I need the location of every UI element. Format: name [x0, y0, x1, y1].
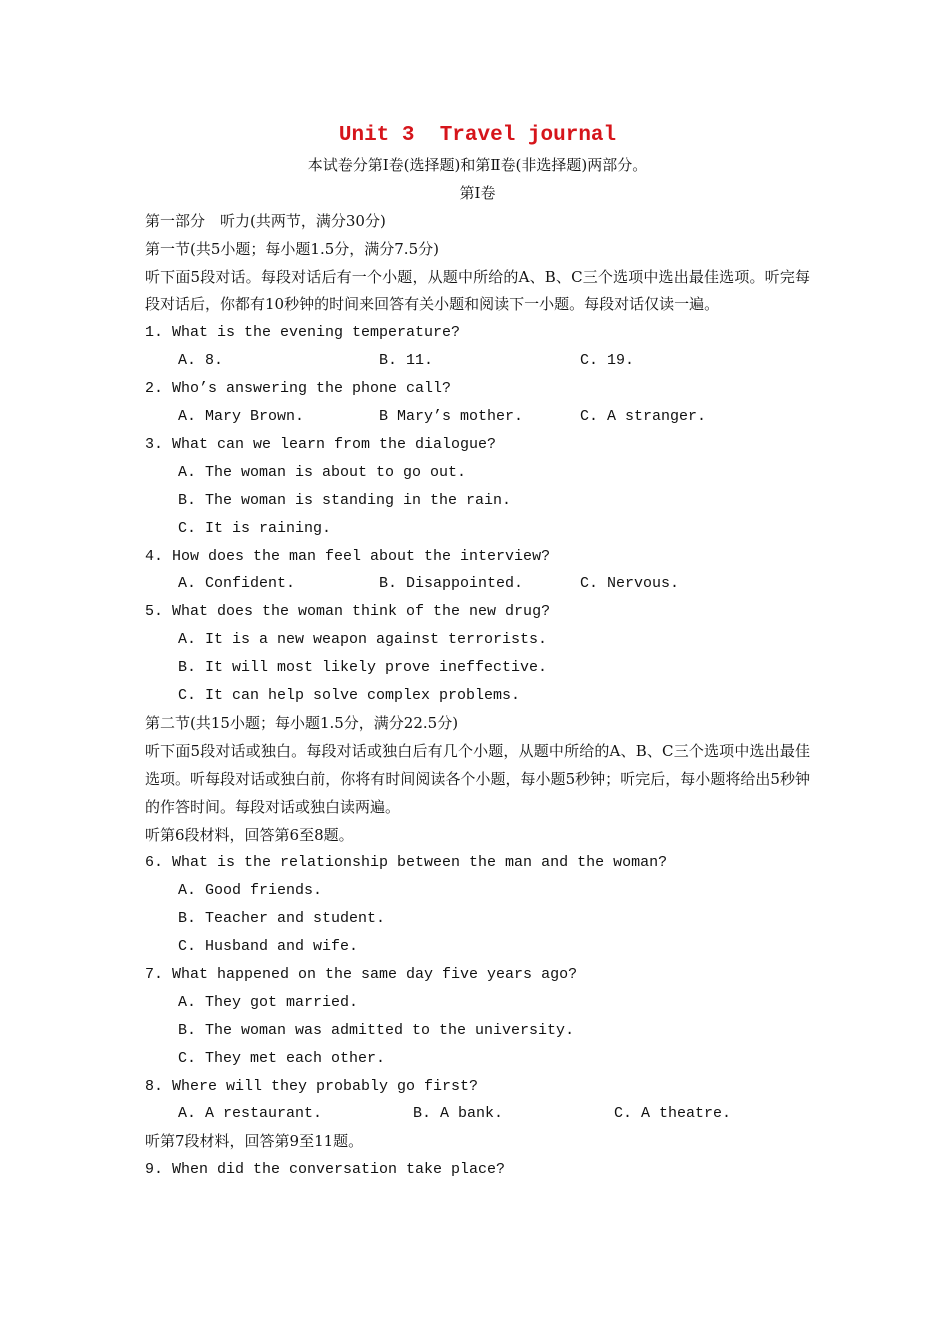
option-c: C. 19.	[580, 352, 635, 370]
part-heading: 第一部分 听力(共两节，满分30分)	[145, 211, 386, 230]
option-a: A. A restaurant.	[178, 1105, 323, 1123]
question-text: 4. How does the man feel about the interview?	[145, 547, 551, 565]
question-text: 5. What does the woman think of the new drug?	[145, 603, 551, 621]
option-c: C. Nervous.	[580, 575, 680, 593]
section-heading: 第一节(共5小题；每小题1.5分，满分7.5分)	[145, 239, 439, 258]
option-c: C. A stranger.	[580, 408, 707, 426]
option-b: B. Teacher and student.	[178, 910, 386, 928]
option-c: C. A theatre.	[614, 1105, 732, 1123]
section-instructions: 听下面5段对话或独白。每段对话或独白后有几个小题，从题中所给的A、B、C三个选项中选出最佳选项。听每段对话或独白前，你将有时间阅读各个小题，每小题5秒钟；听完后，每小题将给出5秒钟的作答时间。每段对话或独白读两遍。	[145, 741, 810, 816]
option-a: A. Good friends.	[178, 882, 323, 900]
option-row	[145, 403, 810, 431]
option-c: C. It is raining.	[178, 519, 332, 537]
option-a: A. They got married.	[178, 993, 359, 1011]
option-b: B Mary’s mother.	[379, 408, 524, 426]
page-title: Unit 3 Travel journal	[338, 124, 617, 147]
section-instructions: 听下面5段对话。每段对话后有一个小题，从题中所给的A、B、C三个选项中选出最佳选项。听完每段对话后，你都有10秒钟的时间来回答有关小题和阅读下一小题。每段对话仅读一遍。	[145, 267, 810, 314]
document-page	[145, 120, 810, 1184]
option-a: A. 8.	[178, 352, 224, 370]
question-text: 9. When did the conversation take place?	[145, 1161, 506, 1179]
option-row	[145, 570, 810, 598]
volume-heading: 第Ⅰ卷	[459, 183, 496, 202]
material-note: 听第6段材料，回答第6至8题。	[145, 825, 354, 844]
option-a: A. Mary Brown.	[178, 408, 305, 426]
question-text: 7. What happened on the same day five years ago?	[145, 965, 578, 983]
option-c: C. It can help solve complex problems.	[178, 687, 521, 704]
option-a: A. The woman is about to go out.	[178, 463, 467, 481]
option-b: B. A bank.	[413, 1105, 504, 1123]
question-text: 2. Who’s answering the phone call?	[145, 380, 452, 398]
option-c: C. They met each other.	[178, 1049, 386, 1067]
option-a: A. Confident.	[178, 575, 296, 593]
material-note: 听第7段材料，回答第9至11题。	[145, 1132, 364, 1151]
option-a: A. It is a new weapon against terrorists.	[178, 631, 548, 649]
question-text: 8. Where will they probably go first?	[145, 1077, 479, 1095]
option-b: B. The woman was admitted to the university.	[178, 1021, 575, 1039]
section-heading: 第二节(共15小题；每小题1.5分，满分22.5分)	[145, 713, 459, 732]
option-b: B. The woman is standing in the rain.	[178, 491, 512, 509]
exam-intro: 本试卷分第Ⅰ卷(选择题)和第Ⅱ卷(非选择题)两部分。	[307, 156, 648, 174]
option-row	[145, 1100, 810, 1128]
option-b: B. 11.	[379, 352, 434, 370]
question-text: 3. What can we learn from the dialogue?	[145, 435, 497, 453]
option-row	[145, 347, 810, 375]
option-b: B. Disappointed.	[379, 575, 524, 593]
question-text: 6. What is the relationship between the man and the woman?	[145, 854, 668, 872]
question-text: 1. What is the evening temperature?	[145, 324, 461, 342]
option-c: C. Husband and wife.	[178, 938, 359, 956]
option-b: B. It will most likely prove ineffective.	[178, 659, 548, 677]
